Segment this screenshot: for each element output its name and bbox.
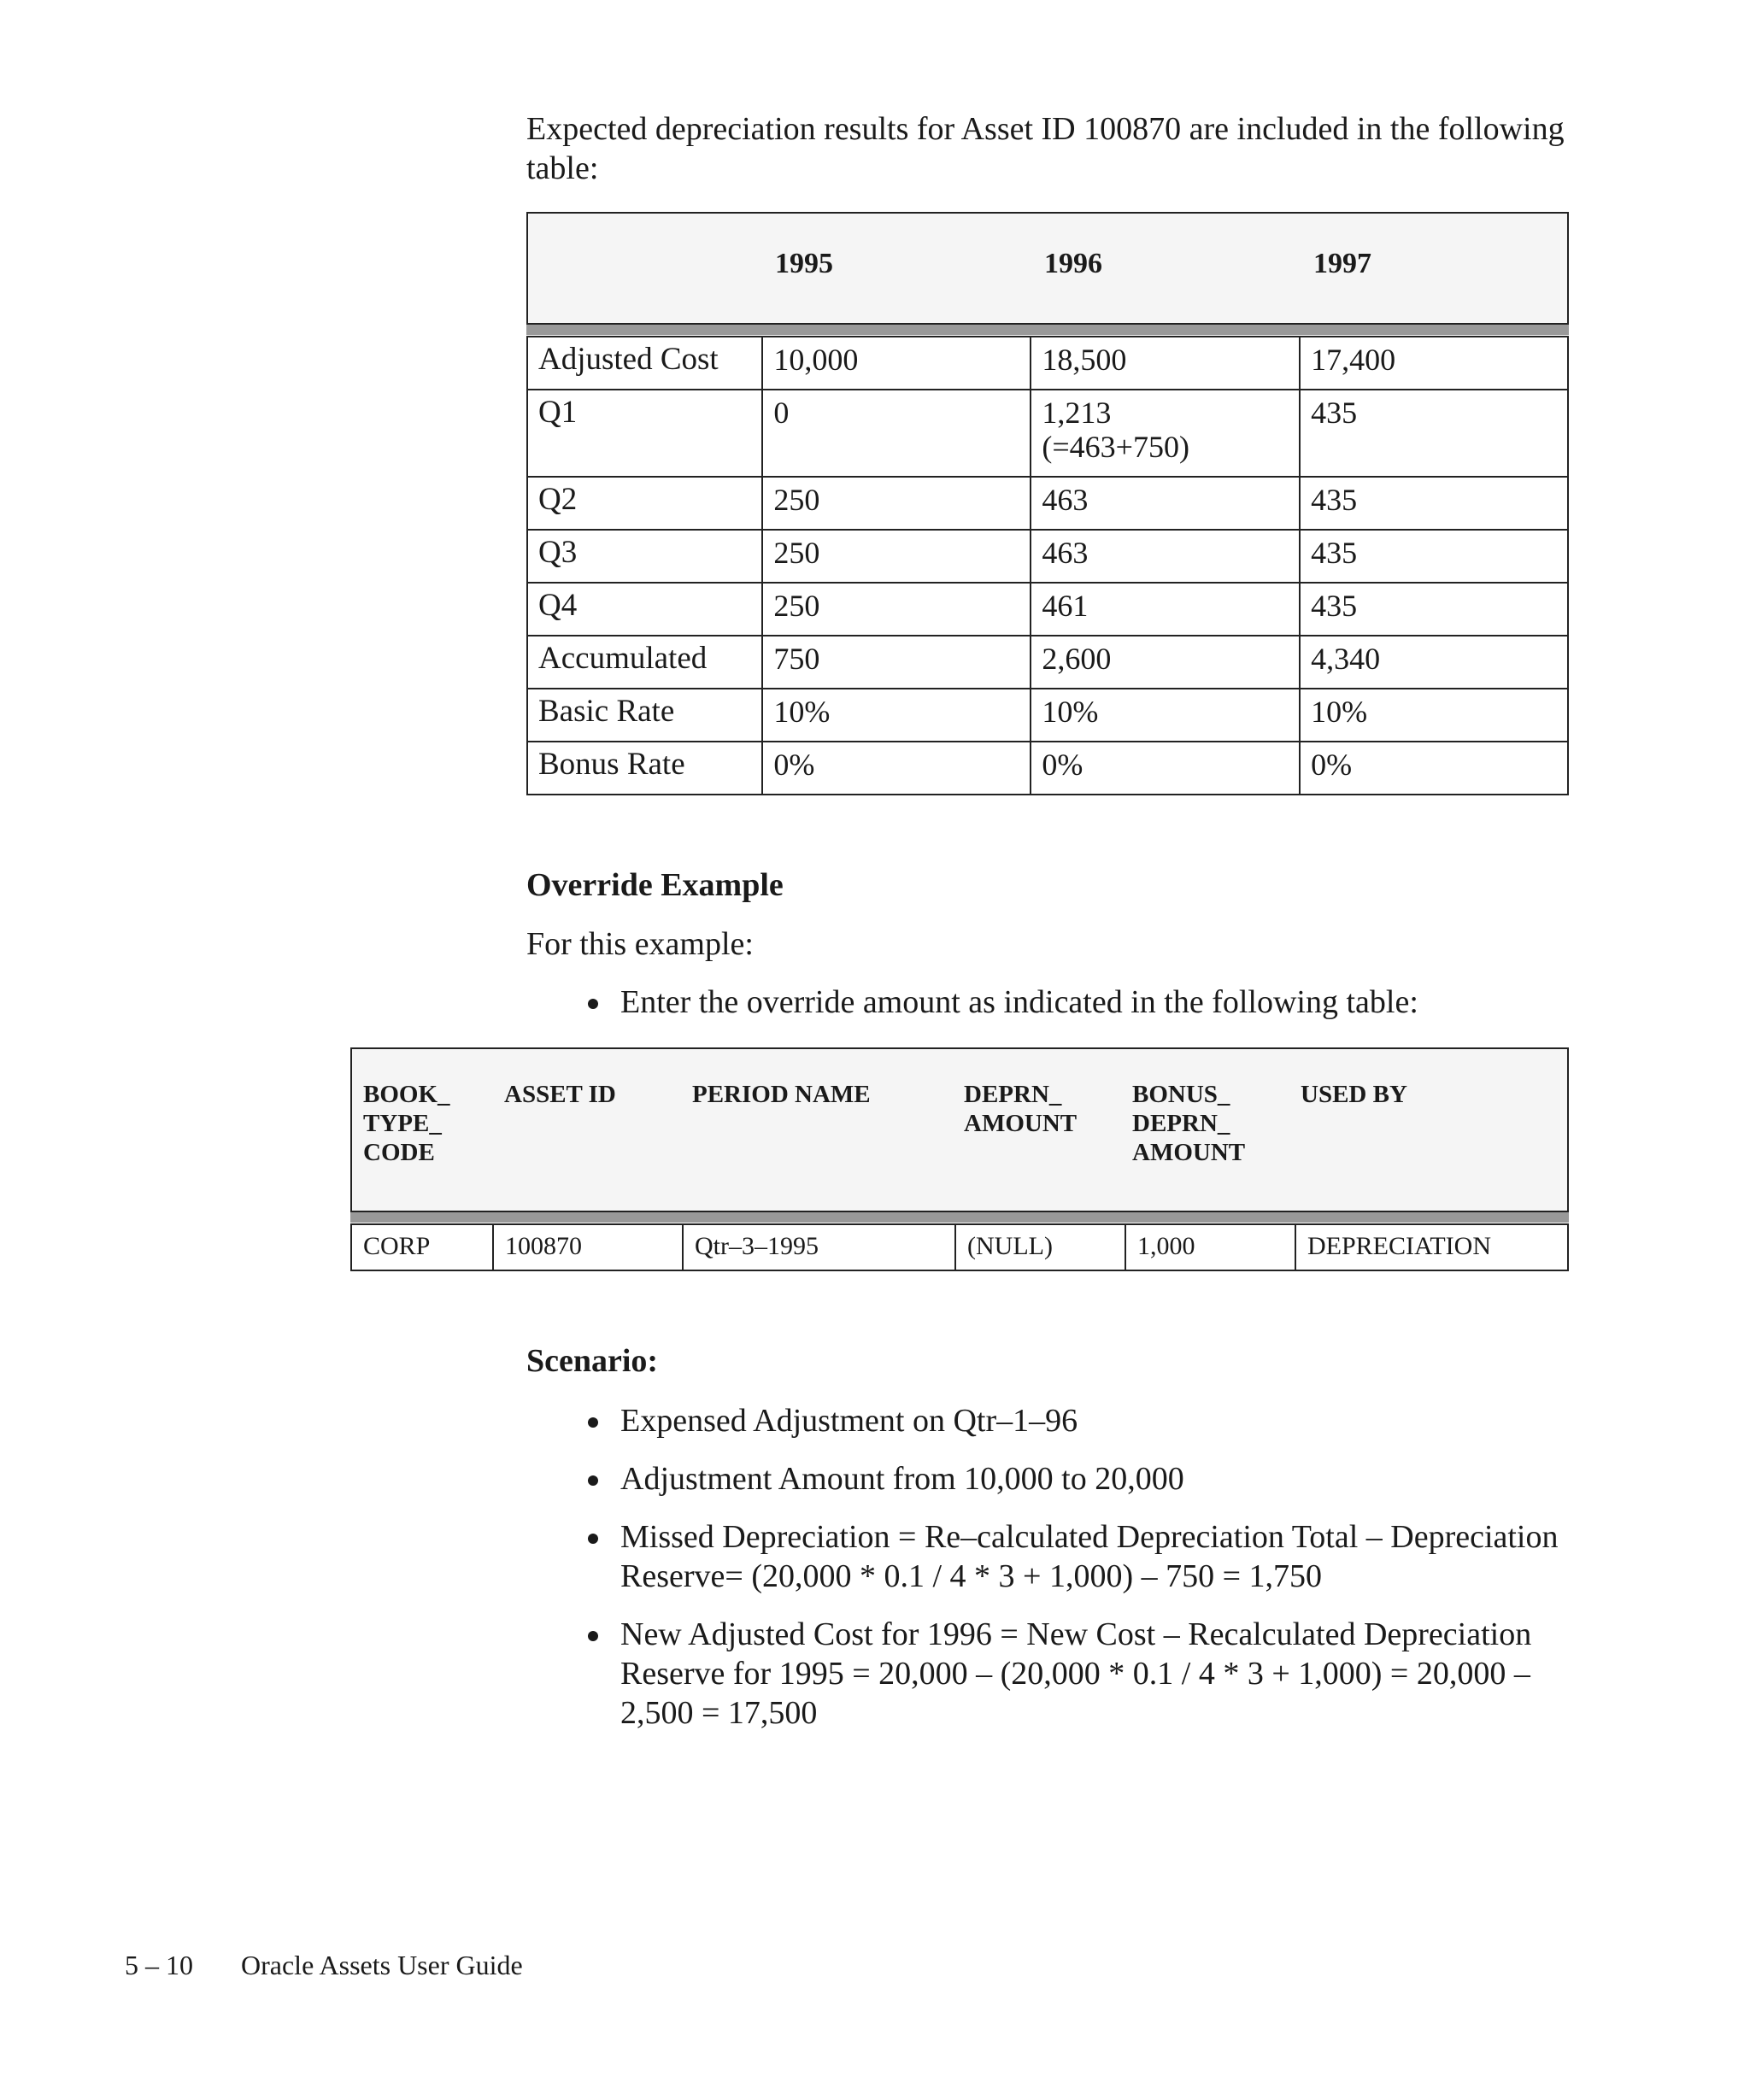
bullet-icon	[588, 1417, 598, 1428]
depreciation-table-header-rule	[526, 325, 1569, 335]
bullet-icon	[588, 1631, 598, 1641]
row-label: Q3	[527, 530, 762, 583]
bullet-icon	[588, 999, 598, 1009]
row-label: Q1	[527, 390, 762, 477]
column-header-used-by: USED BY	[1301, 1081, 1407, 1108]
column-header-asset-id: ASSET ID	[504, 1081, 616, 1108]
table-cell: 435	[1300, 583, 1568, 636]
table-row	[527, 636, 1568, 689]
table-row	[527, 530, 1568, 583]
table-cell: 435	[1300, 477, 1568, 530]
table-row	[527, 390, 1568, 477]
table-row	[351, 1224, 1568, 1270]
depreciation-table	[526, 336, 1569, 795]
table-row	[527, 477, 1568, 530]
table-cell: 100870	[493, 1224, 683, 1270]
table-cell: 0	[762, 390, 1031, 477]
table-cell: 17,400	[1300, 337, 1568, 390]
list-item	[526, 983, 1594, 1022]
column-header-1997: 1997	[1313, 248, 1371, 279]
column-header-book-type-code: BOOK_ TYPE_ CODE	[363, 1081, 450, 1166]
table-row	[527, 583, 1568, 636]
table-cell: 250	[762, 477, 1031, 530]
book-title: Oracle Assets User Guide	[241, 1950, 523, 1980]
override-lead-text: For this example:	[526, 926, 754, 962]
table-cell: 10%	[762, 689, 1031, 742]
table-cell: CORP	[351, 1224, 493, 1270]
table-cell: 1,213 (=463+750)	[1031, 390, 1300, 477]
row-label: Adjusted Cost	[527, 337, 762, 390]
bullet-text: Missed Depreciation = Re–calculated Depreciation Total – Depreciation Reserve= (20,000 * 0.1 / 4 * 3 + 1,000) – 750 = 1,750	[620, 1519, 1559, 1594]
table-cell: 435	[1300, 390, 1568, 477]
column-header-1995: 1995	[775, 248, 833, 279]
table-cell: (NULL)	[955, 1224, 1125, 1270]
list-item	[526, 1517, 1577, 1596]
table-row	[527, 742, 1568, 795]
override-example-heading: Override Example	[526, 867, 784, 903]
row-label: Q2	[527, 477, 762, 530]
row-label: Accumulated	[527, 636, 762, 689]
column-header-1996: 1996	[1044, 248, 1102, 279]
column-header-period-name: PERIOD NAME	[692, 1081, 871, 1108]
override-table-header	[350, 1047, 1569, 1212]
table-cell: 461	[1031, 583, 1300, 636]
bullet-text: Adjustment Amount from 10,000 to 20,000	[620, 1461, 1184, 1497]
table-cell: 250	[762, 530, 1031, 583]
table-cell: 1,000	[1125, 1224, 1295, 1270]
intro-paragraph: Expected depreciation results for Asset ID 100870 are included in the following table:	[526, 111, 1565, 186]
table-cell: 18,500	[1031, 337, 1300, 390]
table-cell: 250	[762, 583, 1031, 636]
table-cell: 750	[762, 636, 1031, 689]
table-cell: 10%	[1300, 689, 1568, 742]
page-footer	[125, 1950, 523, 1981]
table-cell: 463	[1031, 477, 1300, 530]
table-cell: 435	[1300, 530, 1568, 583]
table-cell: 0%	[762, 742, 1031, 795]
row-label: Q4	[527, 583, 762, 636]
row-label: Basic Rate	[527, 689, 762, 742]
column-header-deprn-amount: DEPRN_ AMOUNT	[964, 1081, 1078, 1137]
scenario-heading: Scenario:	[526, 1343, 659, 1379]
page-number: 5 – 10	[125, 1950, 193, 1980]
table-cell: DEPRECIATION	[1295, 1224, 1568, 1270]
table-cell: 0%	[1300, 742, 1568, 795]
bullet-icon	[588, 1475, 598, 1486]
table-cell: 10%	[1031, 689, 1300, 742]
table-cell: 10,000	[762, 337, 1031, 390]
override-bullet-list	[526, 983, 1594, 1041]
column-header-bonus-deprn-amount: BONUS_ DEPRN_ AMOUNT	[1132, 1081, 1246, 1166]
table-row	[527, 337, 1568, 390]
table-row	[527, 689, 1568, 742]
bullet-text: New Adjusted Cost for 1996 = New Cost – Recalculated Depreciation Reserve for 1995 = 20,000 – (20,000 * 0.1 / 4 * 3 + 1,000) = 20,000 – 2,500 = 17,500	[620, 1616, 1532, 1731]
bullet-icon	[588, 1534, 598, 1544]
row-label: Bonus Rate	[527, 742, 762, 795]
scenario-bullet-list	[526, 1401, 1577, 1751]
table-cell: 4,340	[1300, 636, 1568, 689]
bullet-text: Enter the override amount as indicated in the following table:	[620, 984, 1418, 1020]
bullet-text: Expensed Adjustment on Qtr–1–96	[620, 1403, 1078, 1439]
table-cell: 2,600	[1031, 636, 1300, 689]
list-item	[526, 1459, 1577, 1499]
list-item	[526, 1615, 1577, 1733]
table-cell: Qtr–3–1995	[683, 1224, 955, 1270]
override-table-header-rule	[350, 1212, 1569, 1223]
list-item	[526, 1401, 1577, 1440]
table-cell: 463	[1031, 530, 1300, 583]
table-cell: 0%	[1031, 742, 1300, 795]
override-table	[350, 1223, 1569, 1271]
